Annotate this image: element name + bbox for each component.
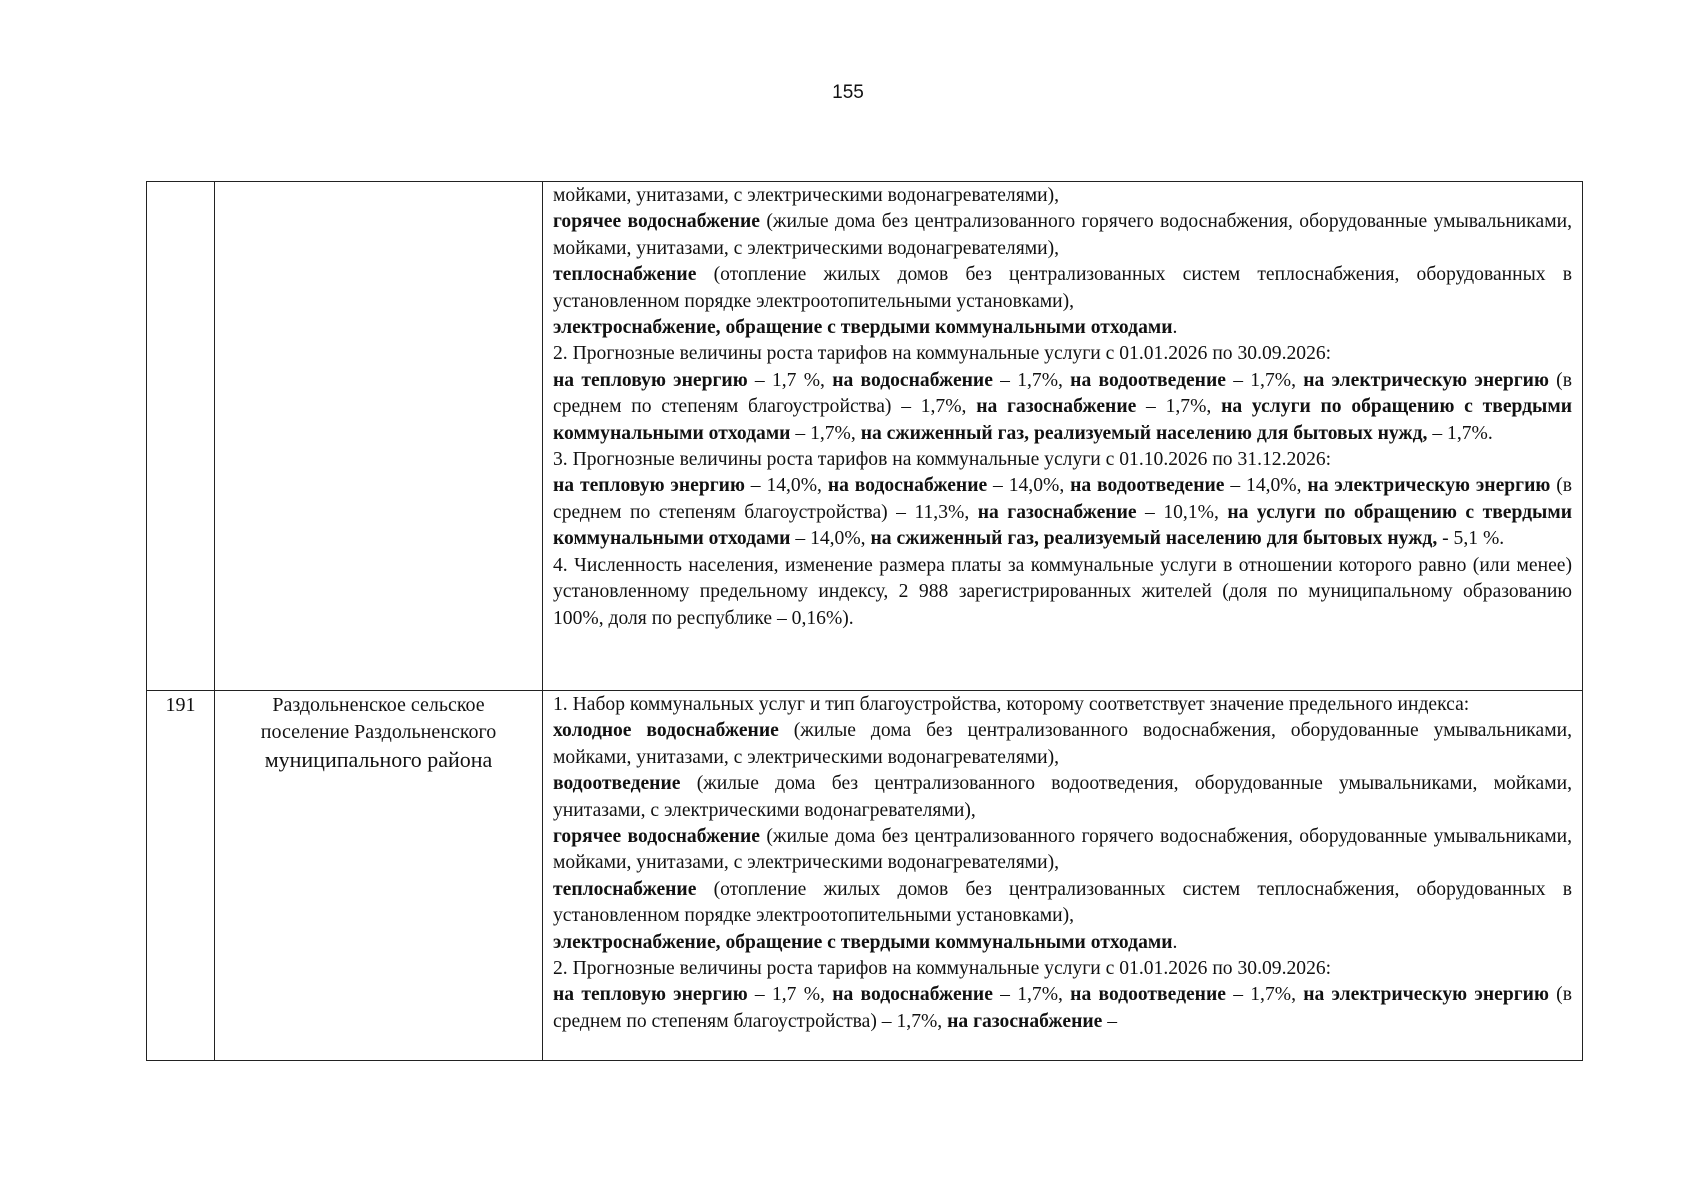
paragraph — [553, 553, 1572, 632]
bold-text: на водоотведение — [1070, 369, 1226, 391]
text: (жилые дома без централизованного водоснабжения, оборудованные умывальниками, мойками, унитазами, с электрическими водонагревателями), — [553, 720, 1572, 768]
bold-text: на водоснабжение — [832, 369, 993, 391]
text: (жилые дома без централизованного горячего водоснабжения, оборудованные умывальниками, мойками, унитазами, с электрическими водонагревателями), — [553, 826, 1572, 874]
row-number-cell: 191 — [147, 691, 215, 1061]
bold-text: на электрическую энергию — [1303, 369, 1549, 391]
bold-text: на водоотведение — [1070, 984, 1226, 1006]
paragraph — [553, 473, 1572, 552]
text: 2. Прогнозные величины роста тарифов на коммунальные услуги с 01.01.2026 по 30.09.2026: — [553, 958, 1332, 980]
bold-text: водоотведение — [553, 773, 681, 795]
text: – 1,7 %, — [747, 369, 833, 391]
paragraph — [553, 341, 1572, 367]
text: – 10,1%, — [1136, 501, 1228, 523]
text: (в среднем по степеням благоустройства) – 1,7%, — [553, 984, 1572, 1032]
row-number-cell — [147, 182, 215, 691]
description-cell — [543, 691, 1583, 1061]
text: – 14,0%, — [744, 475, 828, 497]
table-row — [147, 691, 1583, 1061]
paragraph — [553, 824, 1572, 877]
bold-text: горячее водоснабжение — [553, 211, 760, 233]
municipality-name-line: Раздольненское сельское — [272, 694, 485, 716]
paragraph — [553, 447, 1572, 473]
paragraph — [553, 315, 1572, 341]
text: – 14,0%, — [1224, 475, 1308, 497]
tariff-table — [146, 181, 1583, 1061]
paragraph — [553, 692, 1572, 718]
table-row — [147, 182, 1583, 691]
paragraph — [553, 956, 1572, 982]
description-text — [553, 692, 1572, 1035]
page-number: 155 — [832, 82, 864, 103]
text: мойками, унитазами, с электрическими водонагревателями), — [553, 185, 1060, 206]
paragraph — [553, 262, 1572, 315]
paragraph — [553, 930, 1572, 956]
text: – — [1102, 1010, 1118, 1032]
text: (отопление жилых домов без централизованных систем теплоснабжения, оборудованных в установленном порядке электроотопительными установками), — [553, 264, 1572, 312]
text: . — [1172, 317, 1178, 339]
text: – 14,0%, — [987, 475, 1071, 497]
text: - 5,1 %. — [1437, 528, 1505, 550]
municipality-name-cell — [215, 691, 543, 1061]
bold-text: на газоснабжение — [947, 1010, 1103, 1032]
municipality-name-line: муниципального района — [264, 747, 493, 772]
text: 4. Численность населения, изменение размера платы за коммунальные услуги в отношении которого равно (или менее) установленному предельному индексу, 2 988 зарегистрированных жителей (доля по муниципальному образованию 100%, доля по республике – 0,16%). — [553, 554, 1572, 629]
text: – 1,7%, — [992, 369, 1071, 391]
text: – 1,7%, — [1136, 396, 1222, 418]
bold-text: на водоснабжение — [832, 984, 993, 1006]
text: (в среднем по степеням благоустройства) – 11,3%, — [553, 475, 1572, 523]
paragraph — [553, 209, 1572, 262]
text: (отопление жилых домов без централизованных систем теплоснабжения, оборудованных в установленном порядке электроотопительными установками), — [553, 878, 1572, 927]
bold-text: на тепловую энергию — [553, 984, 748, 1006]
bold-text: горячее водоснабжение — [553, 826, 760, 848]
text: 2. Прогнозные величины роста тарифов на коммунальные услуги с 01.01.2026 по 30.09.2026: — [553, 343, 1332, 365]
paragraph — [553, 368, 1572, 447]
bold-text: на сжиженный газ, реализуемый населению для бытовых нужд, — [860, 422, 1428, 444]
bold-text: на тепловую энергию — [553, 369, 748, 391]
bold-text: на услуги по обращению с твердыми коммунальными отходами — [553, 396, 1572, 444]
paragraph — [553, 718, 1572, 771]
bold-text: на газоснабжение — [976, 396, 1137, 418]
bold-text: теплоснабжение — [553, 264, 697, 286]
text: . — [1172, 931, 1178, 953]
text: 1. Набор коммунальных услуг и тип благоустройства, которому соответствует значение предельного индекса: — [553, 694, 1470, 715]
bold-text: на водоснабжение — [827, 475, 988, 497]
text: – 1,7 %, — [747, 984, 833, 1006]
text: (жилые дома без централизованного водоотведения, оборудованные умывальниками, мойками, унитазами, с электрическими водонагревателями), — [553, 773, 1572, 821]
bold-text: на услуги по обращению с твердыми коммунальными отходами — [553, 501, 1572, 550]
paragraph — [553, 982, 1572, 1035]
bold-text: электроснабжение, обращение с твердыми коммунальными отходами — [553, 317, 1173, 339]
description-text — [553, 183, 1572, 632]
text: – 1,7%, — [790, 422, 861, 444]
text: – 1,7%, — [1225, 984, 1304, 1006]
text: 3. Прогнозные величины роста тарифов на коммунальные услуги с 01.10.2026 по 31.12.2026: — [553, 449, 1332, 471]
bold-text: теплоснабжение — [553, 878, 697, 900]
text: – 1,7%, — [1225, 369, 1304, 391]
paragraph — [553, 771, 1572, 824]
municipality-name-line: поселение Раздольненского — [260, 721, 497, 743]
text: (в среднем по степеням благоустройства) – 1,7%, — [553, 369, 1572, 418]
text: – 1,7%, — [992, 984, 1071, 1006]
bold-text: на тепловую энергию — [553, 475, 745, 497]
bold-text: на электрическую энергию — [1303, 984, 1549, 1006]
paragraph — [553, 877, 1572, 930]
bold-text: электроснабжение, обращение с твердыми коммунальными отходами — [553, 931, 1173, 953]
bold-text: на газоснабжение — [977, 501, 1137, 523]
bold-text: на водоотведение — [1070, 475, 1225, 497]
bold-text: холодное водоснабжение — [553, 720, 779, 742]
description-cell — [543, 182, 1583, 691]
text: – 14,0%, — [790, 528, 871, 550]
text: (жилые дома без централизованного горячего водоснабжения, оборудованные умывальниками, мойками, унитазами, с электрическими водонагревателями), — [553, 211, 1572, 259]
text: – 1,7%. — [1427, 422, 1493, 444]
bold-text: на электрическую энергию — [1307, 475, 1551, 497]
municipality-name-cell — [215, 182, 543, 691]
paragraph — [553, 183, 1572, 209]
bold-text: на сжиженный газ, реализуемый населению для бытовых нужд, — [870, 528, 1438, 550]
